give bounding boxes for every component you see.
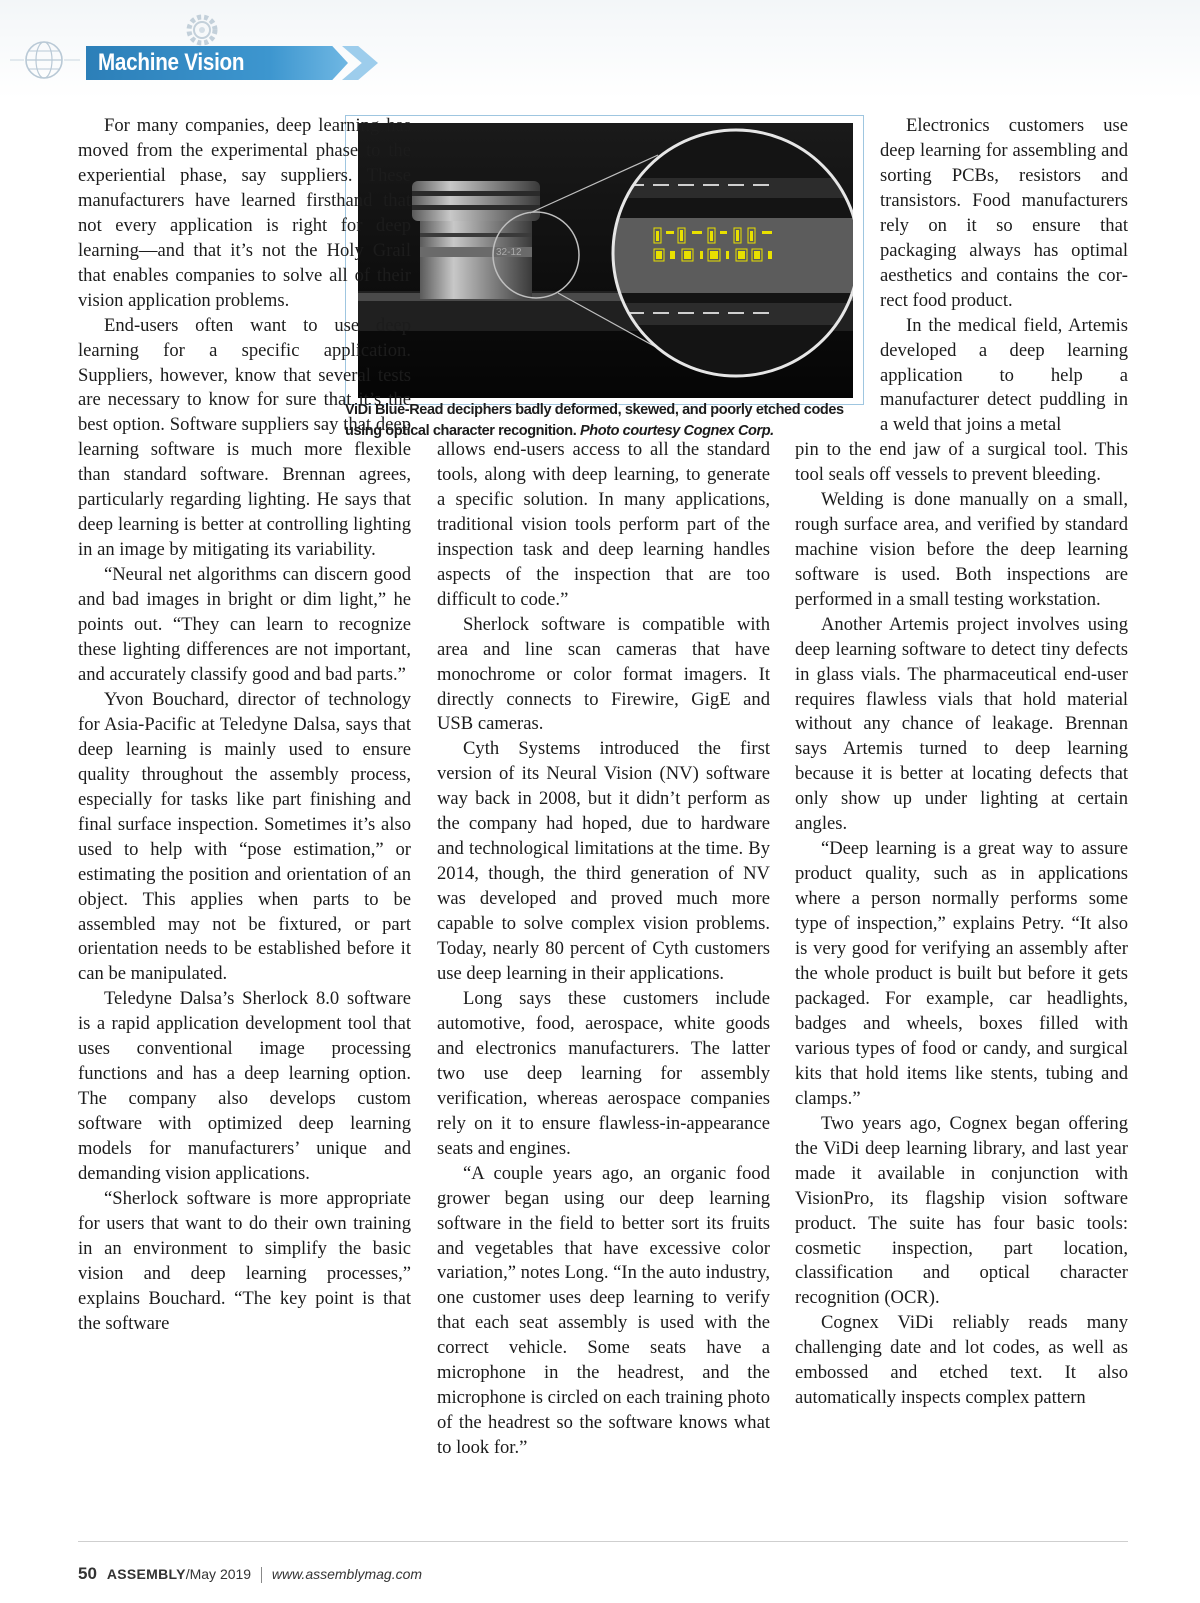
paragraph: pin to the end jaw of a surgical tool. This tool seals off vessels to prevent bleeding. — [795, 439, 1128, 485]
section-title: Machine Vision — [98, 49, 245, 76]
footer-divider — [78, 1541, 1128, 1542]
website-url[interactable]: www.assemblymag.com — [271, 1566, 423, 1582]
page-number: 50 — [78, 1564, 97, 1583]
photo-etched-code-closeup — [358, 123, 853, 398]
caption-text: ViDi Blue-Read deciphers badly deformed, skewed, and poorly etched codes using optical character recognition. — [345, 402, 844, 439]
article-column-3-top — [880, 114, 1128, 438]
paragraph: Teledyne Dalsa’s Sherlock 8.0 software is a rapid application development tool that uses conventional image processing functions and has a deep learning option. The company also develops custom software with optimized deep learning models for manufacturers’ unique and demanding vision applications. — [78, 988, 411, 1185]
page-footer — [78, 1563, 422, 1585]
paragraph: Long says these customers include automotive, food, aerospace, white goods and electronics manufacturers. The latter two use deep learning for assembly verification, whereas aerospace companies rely on it to ensure flawless-in-appearance seats and engines. — [437, 987, 770, 1159]
magazine-name: ASSEMBLY — [106, 1566, 186, 1582]
article-column-2 — [437, 438, 770, 1461]
paragraph: For many companies, deep learning has moved from the experimental phase to the experiential phase, say suppliers. These manufacturers have learned firsthand that not every application is right for deep learning—and that it’s not the Holy Grail that enables companies to solve all of their vision application problems. — [78, 115, 411, 311]
paragraph: Two years ago, Cognex began offering the ViDi deep learning library, and last year made it available in conjunction with VisionPro, its flagship vision software product. The suite has four basic tools: cosmetic inspection, part location, classification and optical character recognition (OCR). — [795, 1112, 1128, 1309]
photo-frame — [345, 115, 864, 405]
paragraph: Yvon Bouchard, director of technology for Asia-Pacific at Teledyne Dalsa, says that deep learning is mainly used to ensure quality throughout the assembly process, especially for tasks like part finishing and final surface inspection. Sometimes it’s also used to help with “pose estimation,” or estimating the position and orientation of an object. This applies when parts to be assembled may not be fixtured, or part orientation needs to be established before it can be manipulated. — [78, 688, 411, 985]
paragraph: “Sherlock software is more appropriate for users that want to do their own training in an environment to simplify the basic vision and deep learning processes,” explains Bouchard. “The key point is that the software — [78, 1187, 411, 1334]
globe-icon — [10, 30, 80, 90]
paragraph: Cognex ViDi reliably reads many challenging date and lot codes, as well as embossed and etched text. It also automatically inspects complex pattern — [795, 1312, 1128, 1409]
article-column-3 — [795, 438, 1128, 1411]
paragraph: End-users often want to use deep learning for a specific application. Suppliers, however, know that several tests are necessary to know for sure that it’s the best option. Software suppliers say that deep learning software is much more flexible than standard software. Brennan agrees, particularly regarding lighting. He says that deep learning is better at controlling lighting in an image by mitigating its variability. — [78, 314, 411, 561]
paragraph: Electronics customers use deep learning for assembling and sorting PCBs, resistors and transistors. Food manufacturers rely on it so ensure that packaging always has optimal aesthetics and contains the correct food product. — [880, 115, 1128, 311]
article-column-1 — [78, 114, 411, 1337]
paragraph: “A couple years ago, an organic food grower began using our deep learning software in the field to better sort its fruits and vegetables that have excessive color variation,” notes Long. “In the auto industry, one customer uses deep learning to verify that each seat assembly is used with the correct vehicle. Some seats have a microphone in the headrest, and the microphone is circled on each training photo of the headrest so the software knows what to look for.” — [437, 1162, 770, 1459]
paragraph: Sherlock software is compatible with area and line scan cameras that have monochrome or color format imagers. It directly connects to Firewire, GigE and USB cameras. — [437, 613, 770, 735]
photo-caption — [345, 400, 875, 442]
paragraph: In the medical field, Artemis developed a deep learning application to help a manufacturer detect puddling in a weld that joins a metal — [880, 314, 1128, 436]
paragraph: Cyth Systems introduced the first version of its Neural Vision (NV) software way back in 2008, but it didn’t perform as the company had hoped, due to hardware and technological limitations at the time. By 2014, though, the third generation of NV was developed and proved much more capable to solve complex vision problems. Today, nearly 80 percent of Cyth customers use deep learning in their applications. — [437, 738, 770, 985]
paragraph: “Neural net algorithms can discern good and bad images in bright or dim light,” he points out. “They can learn to recognize these lighting differences are not important, and accurately classify good and bad parts.” — [78, 564, 411, 685]
photo-credit: Photo courtesy Cognex Corp. — [579, 423, 774, 439]
paragraph: allows end-users access to all the standard tools, along with deep learning, to generate a specific solution. In many applications, traditional vision tools perform part of the inspection task and deep learning handles aspects of the inspection that are too difficult to code.” — [437, 439, 770, 610]
footer-separator — [261, 1567, 262, 1583]
issue-date: /May 2019 — [185, 1566, 252, 1582]
paragraph: Another Artemis project involves using deep learning software to detect tiny defects in glass vials. The pharmaceutical end-user requires flawless vials that hold material without any chance of leakage. Brennan says Artemis turned to deep learning because it is better at locating defects that only show up under lighting at certain angles. — [795, 613, 1128, 835]
paragraph: “Deep learning is a great way to assure product quality, such as in applications where a person normally performs some type of inspection,” explains Petry. “It also is very good for verifying an assembly after the whole product is built but before it gets packaged. For example, car headlights, badges and wheels, boxes filled with various types of food or candy, and surgical kits that hold items like stents, tubing and clamps.” — [795, 838, 1128, 1109]
paragraph: Welding is done manually on a small, rough surface area, and verified by standard machine vision before the deep learning software is used. Both inspections are performed in a small testing workstation. — [795, 488, 1128, 610]
gear-icon — [180, 8, 224, 52]
etched-code: 32-12 — [496, 247, 522, 258]
